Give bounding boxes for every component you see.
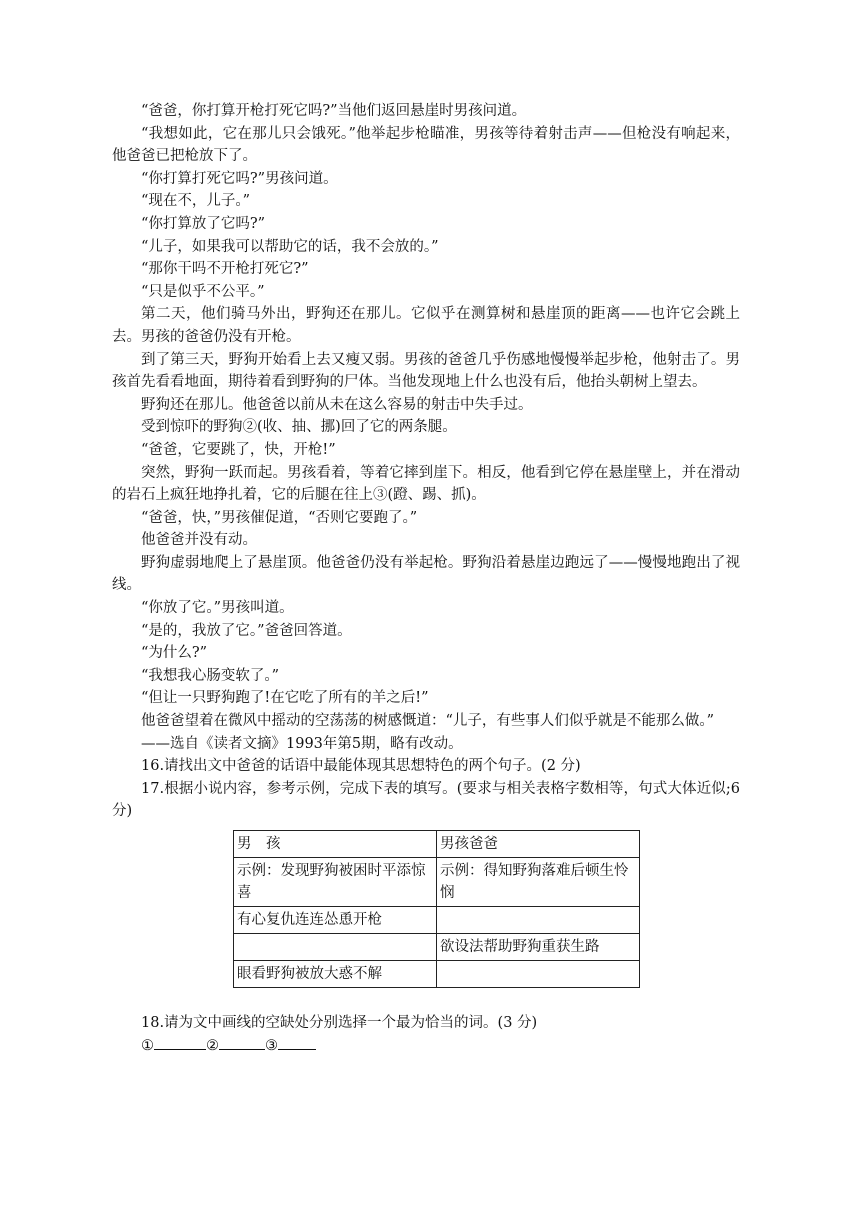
table-header-row bbox=[234, 831, 640, 858]
story-paragraph: “是的，我放了它。”爸爸回答道。 bbox=[141, 622, 352, 639]
answer-blanks-line bbox=[112, 1035, 740, 1058]
source-citation: ——选自《读者文摘》1993年第5期，略有改动。 bbox=[141, 735, 463, 752]
blank-marker-2: ② bbox=[206, 1037, 219, 1054]
story-paragraph: “儿子，如果我可以帮助它的话，我不会放的。” bbox=[141, 238, 439, 255]
story-paragraph: “你放了它。”男孩叫道。 bbox=[141, 600, 294, 617]
story-paragraph: “爸爸，快，”男孩催促道，“否则它要跑了。” bbox=[141, 509, 418, 526]
table-cell-blank[interactable] bbox=[437, 961, 640, 988]
table-cell-blank[interactable] bbox=[234, 934, 437, 961]
story-paragraph: “那你干吗不开枪打死它?” bbox=[141, 261, 309, 278]
story-paragraph: 他爸爸望着在微风中摇动的空荡荡的树感慨道：“儿子，有些事人们似乎就是不能那么做。” bbox=[141, 713, 715, 730]
story-paragraph: 受到惊吓的野狗②(收、抽、挪)回了它的两条腿。 bbox=[141, 419, 457, 436]
story-paragraph: “现在不，儿子。” bbox=[141, 193, 251, 210]
table-cell-blank[interactable] bbox=[437, 907, 640, 934]
document-page bbox=[112, 100, 740, 1057]
blank-marker-1: ① bbox=[141, 1037, 154, 1054]
story-paragraph: “但让一只野狗跑了!在它吃了所有的羊之后!” bbox=[141, 690, 429, 707]
story-paragraph: “只是似乎不公平。” bbox=[141, 283, 265, 300]
story-paragraph: “我想我心肠变软了。” bbox=[141, 667, 280, 684]
story-paragraph: “我想如此，它在那儿只会饿死。”他举起步枪瞄准，男孩等待着射击声——但枪没有响起来，他爸爸已把枪放下了。 bbox=[112, 125, 740, 165]
question-18: 18.请为文中画线的空缺处分别选择一个最为恰当的词。(3 分) bbox=[141, 1015, 538, 1031]
answer-table bbox=[233, 830, 640, 988]
table-header-cell: 男 孩 bbox=[234, 831, 437, 858]
answer-table-wrapper bbox=[233, 830, 740, 988]
story-paragraph: “你打算放了它吗?” bbox=[141, 215, 266, 232]
answer-blank-3[interactable] bbox=[278, 1035, 316, 1050]
table-row bbox=[234, 907, 640, 934]
table-cell: 眼看野狗被放大惑不解 bbox=[234, 961, 437, 988]
story-paragraph: 突然，野狗一跃而起。男孩看着，等着它摔到崖下。相反，他看到它停在悬崖壁上，并在滑动的岩石上疯狂地挣扎着，它的后腿在往上③(蹬、踢、抓)。 bbox=[112, 464, 740, 504]
story-paragraph: 第二天，他们骑马外出，野狗还在那儿。它似乎在测算树和悬崖顶的距离——也许它会跳上去。男孩的爸爸仍没有开枪。 bbox=[112, 306, 740, 345]
spacer bbox=[112, 988, 740, 1012]
story-paragraph: 野狗还在那儿。他爸爸以前从未在这么容易的射击中失手过。 bbox=[141, 396, 533, 413]
table-row bbox=[234, 961, 640, 988]
story-paragraph: 到了第三天，野狗开始看上去又瘦又弱。男孩的爸爸几乎伤感地慢慢举起步枪，他射击了。男孩首先看看地面，期待着看到野狗的尸体。当他发现地上什么也没有后，他抬头朝树上望去。 bbox=[112, 351, 740, 391]
story-paragraph: “爸爸，它要跳了，快，开枪!” bbox=[141, 441, 336, 458]
answer-blank-1[interactable] bbox=[154, 1035, 206, 1050]
table-row bbox=[234, 858, 640, 907]
question-16: 16.请找出文中爸爸的话语中最能体现其思想特色的两个句子。(2 分) bbox=[141, 758, 581, 775]
table-cell: 欲设法帮助野狗重获生路 bbox=[437, 934, 640, 961]
story-paragraph: 他爸爸并没有动。 bbox=[141, 532, 257, 549]
question-17: 17.根据小说内容，参考示例，完成下表的填写。(要求与相关表格字数相等，句式大体近似;6 分) bbox=[112, 780, 740, 820]
table-cell: 有心复仇连连怂恿开枪 bbox=[234, 907, 437, 934]
blank-marker-3: ③ bbox=[265, 1037, 278, 1054]
story-paragraph: “为什么?” bbox=[141, 645, 208, 662]
answer-blank-2[interactable] bbox=[219, 1035, 265, 1050]
story-paragraph: 野狗虚弱地爬上了悬崖顶。他爸爸仍没有举起枪。野狗沿着悬崖边跑远了——慢慢地跑出了视线。 bbox=[112, 554, 740, 594]
story-paragraph: “爸爸，你打算开枪打死它吗?”当他们返回悬崖时男孩问道。 bbox=[141, 103, 527, 119]
table-cell: 示例：发现野狗被困时平添惊喜 bbox=[234, 858, 437, 907]
table-cell: 示例：得知野狗落难后顿生怜悯 bbox=[437, 858, 640, 907]
story-paragraph: “你打算打死它吗?”男孩问道。 bbox=[141, 170, 338, 187]
table-row bbox=[234, 934, 640, 961]
story-text bbox=[112, 100, 740, 755]
table-header-cell: 男孩爸爸 bbox=[437, 831, 640, 858]
